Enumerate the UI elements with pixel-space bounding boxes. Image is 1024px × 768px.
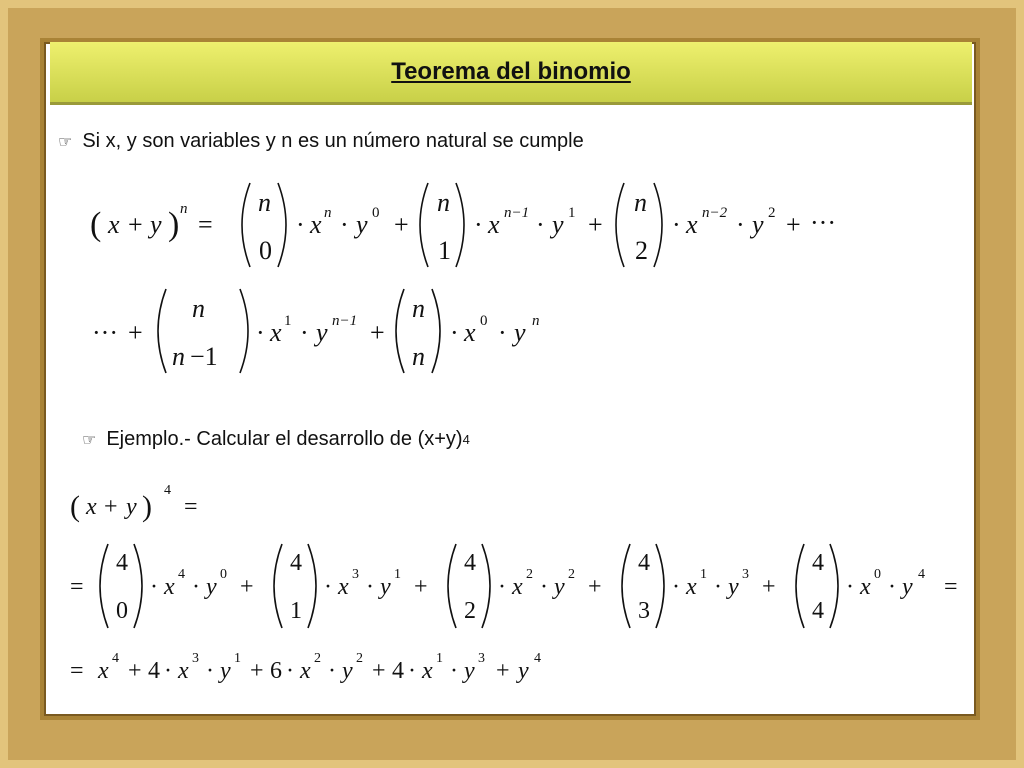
svg-text:0: 0 [259,236,272,265]
svg-text:1: 1 [234,651,241,666]
svg-text:y: y [316,318,328,347]
svg-text:+: + [372,658,386,684]
svg-text:·: · [164,658,172,684]
bullet-example-text: Ejemplo.- Calcular el desarrollo de (x+y) [106,428,463,450]
pointing-hand-icon: ☞ [82,430,97,449]
svg-text:n: n [532,313,540,329]
svg-text:4: 4 [812,598,824,624]
svg-text:+: + [128,318,143,347]
svg-text:(: ( [70,490,80,523]
svg-text:y: y [514,318,526,347]
formula-general-line1 [88,175,888,275]
svg-text:+: + [588,210,603,239]
svg-text:x: x [178,658,189,684]
svg-text:y: y [206,574,217,600]
svg-text:x: x [300,658,311,684]
svg-text:n: n [412,342,425,371]
slide-title: Teorema del binomio [391,58,631,85]
svg-text:2: 2 [526,567,533,582]
svg-text:y: y [752,210,764,239]
svg-text:3: 3 [638,598,650,624]
svg-text:1: 1 [700,567,707,582]
bullet-theorem-text: Si x, y son variables y n es un número natural se cumple [82,130,584,152]
svg-text:y: y [728,574,739,600]
svg-text:x: x [860,574,871,600]
svg-text:n: n [634,188,647,217]
svg-text:+: + [128,658,142,684]
svg-text:4: 4 [464,550,476,576]
svg-text:+: + [394,210,409,239]
svg-text:·: · [888,574,896,600]
svg-text:n: n [192,294,205,323]
svg-text:n: n [172,342,185,371]
svg-text:2: 2 [768,205,776,221]
svg-text:·: · [206,658,214,684]
svg-text:···: ··· [810,208,836,237]
svg-text:x: x [512,574,523,600]
svg-text:n: n [437,188,450,217]
svg-text:−1: −1 [190,342,218,371]
svg-text:4: 4 [638,550,650,576]
svg-text:2: 2 [356,651,363,666]
svg-text:2: 2 [464,598,476,624]
svg-text:1: 1 [438,236,451,265]
svg-text:y: y [342,658,353,684]
svg-text:·: · [672,574,680,600]
svg-text:4: 4 [918,567,925,582]
svg-text:·: · [672,210,681,239]
svg-text:4: 4 [178,567,185,582]
svg-text:4: 4 [112,651,119,666]
svg-text:n−2: n−2 [702,205,728,221]
svg-text:·: · [366,574,374,600]
formula-example-line1 [68,478,268,538]
svg-text:1: 1 [568,205,576,221]
svg-text:x: x [270,318,282,347]
svg-text:·: · [540,574,548,600]
svg-text:+: + [370,318,385,347]
svg-text:n: n [180,201,188,217]
svg-text:·: · [256,318,265,347]
svg-text:x: x [86,494,97,520]
svg-text:·: · [324,574,332,600]
svg-text:2: 2 [314,651,321,666]
svg-text:4: 4 [290,550,302,576]
svg-text:·: · [846,574,854,600]
svg-text:=: = [70,574,84,600]
svg-text:·: · [536,210,545,239]
svg-text:3: 3 [478,651,485,666]
svg-text:·: · [192,574,200,600]
svg-text:x: x [686,210,698,239]
svg-text:3: 3 [352,567,359,582]
svg-text:(: ( [90,206,102,243]
svg-text:2: 2 [635,236,648,265]
svg-text:n: n [412,294,425,323]
svg-text:·: · [300,318,309,347]
svg-text:+: + [496,658,510,684]
svg-text:4: 4 [392,658,404,684]
svg-text:2: 2 [568,567,575,582]
svg-text:4: 4 [116,550,128,576]
svg-text:y: y [902,574,913,600]
svg-text:4: 4 [534,651,541,666]
svg-text:n: n [324,205,332,221]
svg-text:n−1: n−1 [332,313,358,329]
svg-text:0: 0 [874,567,881,582]
svg-text:1: 1 [436,651,443,666]
svg-text:y: y [220,658,231,684]
svg-text:4: 4 [812,550,824,576]
svg-text:x: x [98,658,109,684]
svg-text:y: y [356,210,368,239]
svg-text:·: · [296,210,305,239]
svg-text:·: · [498,574,506,600]
svg-text:x: x [338,574,349,600]
svg-text:0: 0 [372,205,380,221]
bullet-theorem [58,130,584,153]
svg-text:x: x [488,210,500,239]
svg-text:+: + [786,210,801,239]
svg-text:1: 1 [284,313,292,329]
svg-text:=: = [944,574,958,600]
svg-text:): ) [168,206,180,243]
formula-example-line2 [68,538,978,634]
svg-text:y: y [126,494,137,520]
formula-general-line2 [90,283,590,383]
svg-text:+: + [128,210,143,239]
svg-text:+: + [240,574,254,600]
svg-text:n: n [258,188,271,217]
svg-text:y: y [464,658,475,684]
svg-text:): ) [142,490,152,523]
svg-text:·: · [328,658,336,684]
svg-text:·: · [714,574,722,600]
svg-text:x: x [164,574,175,600]
svg-text:+: + [414,574,428,600]
svg-text:+: + [250,658,264,684]
svg-text:6: 6 [270,658,282,684]
bullet-example-exponent: 4 [462,432,470,447]
svg-text:·: · [498,318,507,347]
svg-text:=: = [184,494,198,520]
svg-text:y: y [150,210,162,239]
svg-text:x: x [422,658,433,684]
svg-text:·: · [736,210,745,239]
svg-text:x: x [464,318,476,347]
svg-text:·: · [150,574,158,600]
svg-text:x: x [686,574,697,600]
svg-text:·: · [450,318,459,347]
svg-text:1: 1 [394,567,401,582]
svg-text:·: · [474,210,483,239]
svg-text:y: y [552,210,564,239]
svg-text:=: = [70,658,84,684]
svg-text:·: · [450,658,458,684]
svg-text:3: 3 [192,651,199,666]
svg-text:n−1: n−1 [504,205,530,221]
svg-text:0: 0 [480,313,488,329]
svg-text:4: 4 [164,483,171,498]
bullet-example [82,428,470,451]
svg-text:·: · [408,658,416,684]
title-bar [50,42,972,105]
svg-text:+: + [588,574,602,600]
pointing-hand-icon: ☞ [58,132,73,151]
svg-text:1: 1 [290,598,302,624]
svg-text:y: y [380,574,391,600]
svg-text:·: · [286,658,294,684]
svg-text:·: · [340,210,349,239]
svg-text:···: ··· [92,318,118,347]
svg-text:0: 0 [116,598,128,624]
svg-text:+: + [762,574,776,600]
svg-text:3: 3 [742,567,749,582]
svg-text:x: x [108,210,120,239]
svg-text:4: 4 [148,658,160,684]
svg-text:y: y [554,574,565,600]
svg-text:y: y [518,658,529,684]
svg-text:+: + [104,494,118,520]
svg-text:=: = [198,210,213,239]
svg-text:0: 0 [220,567,227,582]
svg-text:x: x [310,210,322,239]
formula-example-line3 [68,644,668,694]
